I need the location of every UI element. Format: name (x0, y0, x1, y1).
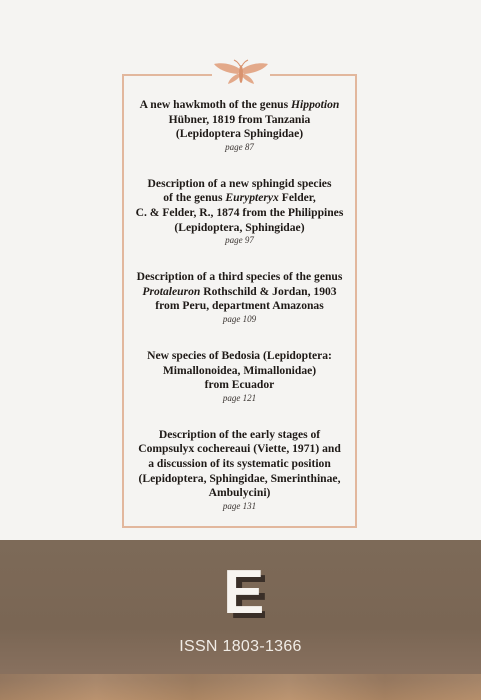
article-entry[interactable] (124, 349, 355, 404)
article-title (124, 428, 355, 501)
title-text: C. & Felder, R., 1874 from the Philippines (135, 205, 344, 219)
journal-logo (221, 561, 265, 623)
band-texture (0, 674, 481, 700)
page-number: page 87 (225, 141, 254, 152)
article-title (124, 98, 355, 142)
logo-letter-shadow: E (229, 563, 265, 623)
article-entry[interactable] (124, 98, 355, 153)
title-text: of the genus (163, 191, 226, 205)
page-number: page 109 (222, 313, 257, 324)
title-text: Hübner, 1819 from Tanzania (168, 112, 311, 126)
title-text: from Ecuador (204, 378, 275, 392)
title-text: Compsulyx cochereaui (Viette, 1971) and (138, 442, 341, 456)
page-number: page 121 (222, 392, 257, 403)
genus-name: Eurypteryx (225, 191, 279, 205)
article-entry[interactable] (124, 428, 355, 512)
moth-icon (212, 58, 270, 88)
title-text: (Lepidoptera, Sphingidae) (174, 220, 305, 234)
title-text: a discussion of its systematic position (148, 456, 331, 470)
title-text: Description of the early stages of (158, 427, 321, 441)
title-text: New species of Bedosia (Lepidoptera: (147, 348, 332, 362)
logo-letter: E (223, 561, 265, 623)
article-entry[interactable] (124, 177, 355, 246)
issn-number: ISSN 1803-1366 (179, 638, 302, 655)
article-entry[interactable] (124, 270, 355, 325)
title-text: (Lepidoptera Sphingidae) (175, 127, 304, 141)
title-text: A new hawkmoth of the genus (139, 98, 292, 111)
page-number: page 97 (225, 235, 254, 246)
page-number: page 131 (222, 500, 257, 511)
title-text: Felder, (278, 191, 316, 205)
title-text: (Lepidoptera, Sphingidae, Smerinthinae, (138, 471, 341, 485)
title-text: Description of a third species of the genus (136, 270, 343, 284)
title-text: Mimallonoidea, Mimallonidae) (162, 363, 317, 377)
article-title (124, 270, 355, 314)
article-title (124, 349, 355, 393)
title-text: from Peru, department Amazonas (155, 299, 324, 313)
title-text: Ambulycini) (208, 486, 271, 500)
genus-name: Protaleuron (142, 284, 201, 298)
title-text: Description of a new sphingid species (147, 176, 332, 190)
article-title (124, 177, 355, 235)
genus-name: Hippotion (291, 98, 340, 111)
title-text: Rothschild & Jordan, 1903 (200, 284, 337, 298)
contents-list (124, 98, 355, 536)
